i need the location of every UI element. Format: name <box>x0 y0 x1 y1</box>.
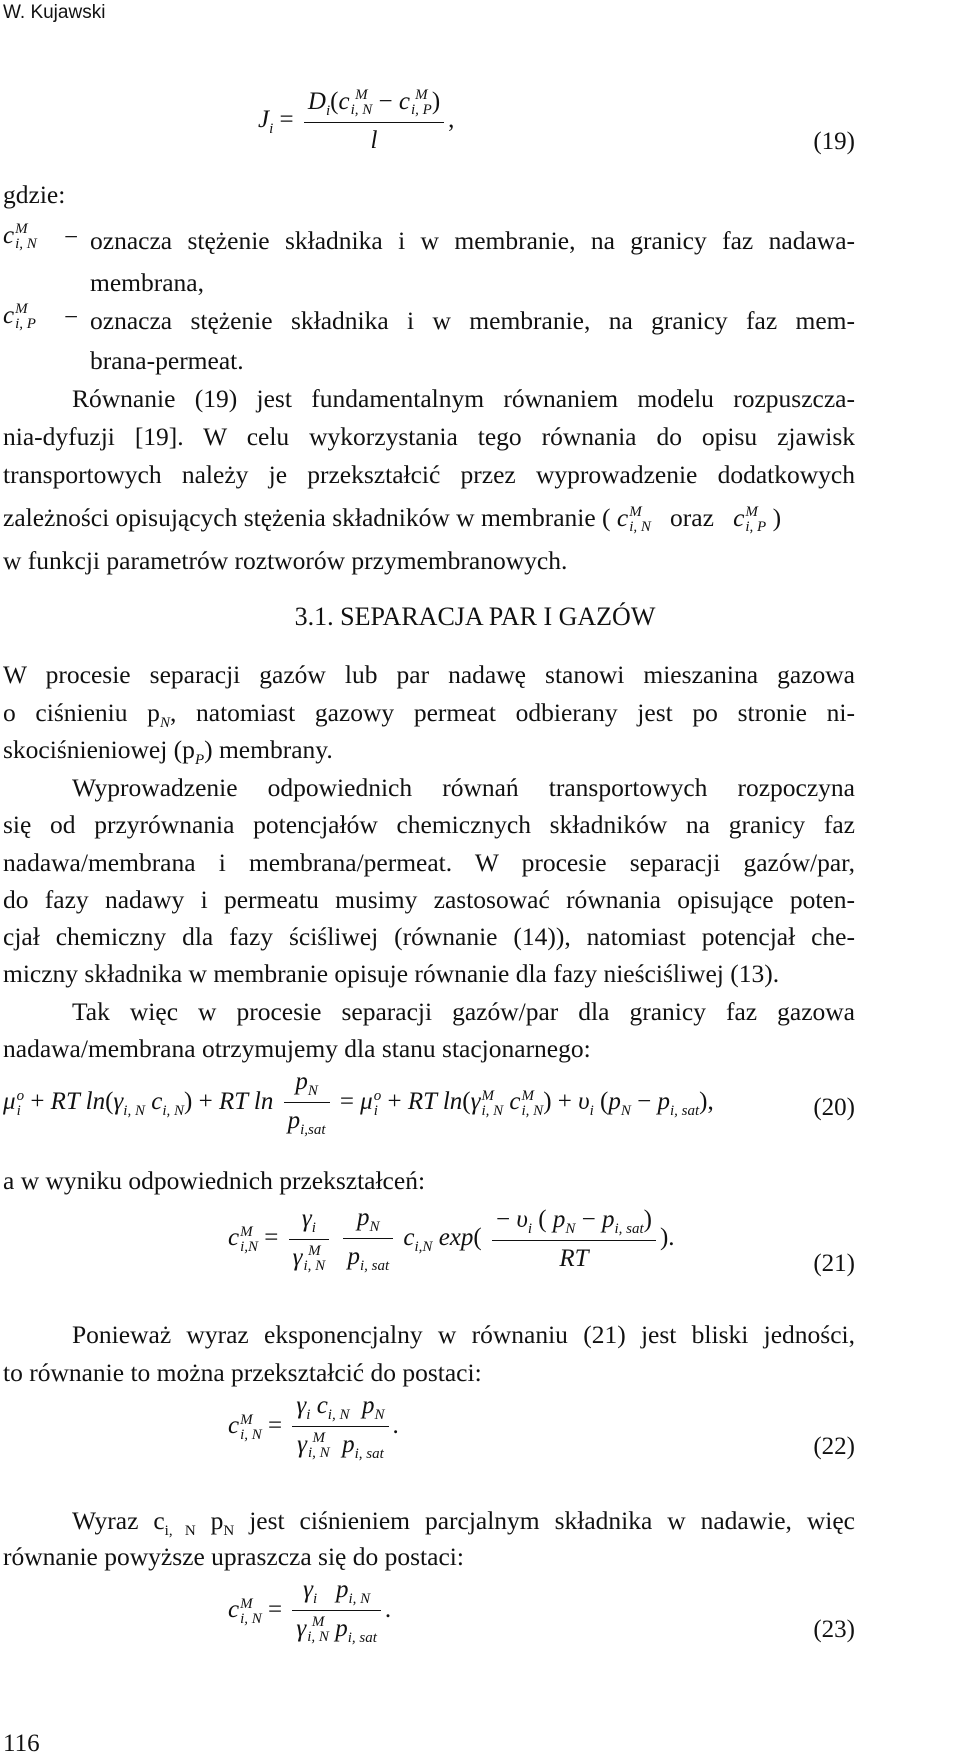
paragraph-1-line-2: nia-dyfuzji [19]. W celu wykorzystania tego równania do opisu zjawisk <box>3 422 855 451</box>
paragraph-4-line-1: Tak więc w procesie separacji gazów/par dla granicy faz gazowa <box>72 997 855 1026</box>
symbol-c-iP-inline: c M i, P <box>733 503 767 536</box>
paragraph-2-text: , natomiast gazowy permeat odbierany jest po stronie ni- <box>169 698 855 727</box>
paragraph-5-line-1: Ponieważ wyraz eksponencjalny w równaniu (21) jest bliski jedności, <box>72 1320 855 1349</box>
equation-19-number: (19) <box>813 128 855 155</box>
section-title: 3.1. SEPARACJA PAR I GAZÓW <box>294 602 656 631</box>
paragraph-6-text: jest ciśnieniem parcjalnym składnika w nadawie, więc <box>234 1506 855 1535</box>
paragraph-2-text: o ciśnieniu p <box>3 698 160 727</box>
paragraph-2-line-1: W procesie separacji gazów lub par nadawę stanowi mieszanina gazowa <box>3 660 855 689</box>
paragraph-4-line-2: nadawa/membrana otrzymujemy dla stanu stacjonarnego: <box>3 1034 591 1063</box>
symbol-c-iN-inline: c M i, N <box>616 503 651 536</box>
equation-23: c M i, N = $\gamma_i$ $p_{i, N}$ γ M i, N $p_{i, sat}$ . <box>228 1576 392 1646</box>
paragraph-3-line-3: nadawa/membrana i membrana/permeat. W procesie separacji gazów/par, <box>3 848 855 877</box>
paragraph-2-line-2: o ciśnieniu $p_N$, natomiast gazowy permeat odbierany jest po stronie ni- <box>3 698 855 732</box>
equation-21: c M i,N = $\gamma_i$ γ M i, N $\frac{p_N}{p_{i, sat}}$ $c_{i,N}$ exp( $\frac{- \upsilon_i ( p_N - p_{i, sat})}{RT}$ ). <box>228 1204 675 1275</box>
paragraph-3-line-2: się od przyrównania potencjałów chemicznych składników na granicy faz <box>3 810 855 839</box>
paragraph-1-line-1: Równanie (19) jest fundamentalnym równaniem modelu rozpuszcza- <box>72 384 855 413</box>
paragraph-2-line-3: skociśnieniowej $(p_P)$ membrany. <box>3 735 333 769</box>
paragraph-6-line-2: równanie powyższe upraszcza się do postaci: <box>3 1542 464 1571</box>
paragraph-3-line-1: Wyprowadzenie odpowiednich równań transportowych rozpoczyna <box>72 773 855 802</box>
definition-dash: − <box>64 224 79 251</box>
definition-dash: − <box>64 304 79 331</box>
equation-19: $J_i$ = $D_i(c$ M i, N − c M i, P ) l , <box>258 87 455 154</box>
paragraph-1-line-3: transportowych należy je przekształcić przez wyprowadzenie dodatkowych <box>3 460 855 489</box>
definition-2-cont: brana-permeat. <box>90 346 244 375</box>
paragraph-6-text: p <box>195 1506 224 1535</box>
running-header: W. Kujawski <box>3 2 106 23</box>
equation-20-number: (20) <box>813 1094 855 1121</box>
paragraph-1-line-5: w funkcji parametrów roztworów przymembranowych. <box>3 546 568 575</box>
symbol-c-iN: c M i, N <box>3 221 37 253</box>
paragraph-2-text: ) membrany. <box>204 735 333 764</box>
paragraph-2-text: skociśnieniowej (p <box>3 735 195 764</box>
paragraph-1-line-4 <box>3 503 855 535</box>
equation-23-number: (23) <box>813 1616 855 1643</box>
definition-1-text: oznacza stężenie składnika i w membranie, na granicy faz nadawa- <box>90 226 855 255</box>
symbol-c-iP: c M i, P <box>3 301 36 333</box>
definition-2-text: oznacza stężenie składnika i w membranie, na granicy faz mem- <box>90 306 855 335</box>
paragraph-3-line-4: do fazy nadawy i permeatu musimy zastosować równania opisujące poten- <box>3 885 855 914</box>
text-after-equation-20: a w wyniku odpowiednich przekształceń: <box>3 1166 426 1195</box>
definition-1-cont: membrana, <box>90 268 204 297</box>
paragraph-3-line-5: cjał chemiczny dla fazy ściśliwej (równanie (14)), natomiast potencjał che- <box>3 922 855 951</box>
page-number: 116 <box>3 1730 40 1757</box>
paragraph-6-text: Wyraz c <box>72 1506 165 1535</box>
paragraph-1-conj: oraz <box>670 503 714 532</box>
paragraph-3-line-6: miczny składnika w membranie opisuje równanie dla fazy nieściśliwej (13). <box>3 959 780 988</box>
equation-22-number: (22) <box>813 1433 855 1460</box>
paragraph-1-close: ) <box>772 503 782 532</box>
paragraph-1-text: zależności opisujących stężenia składników w membranie ( <box>3 503 611 532</box>
paragraph-5-line-2: to równanie to można przekształcić do postaci: <box>3 1358 482 1387</box>
equation-20: μ o i + RT $\ln(\gamma_{i, N}$ $c_{i, N}$) + RT ln $\frac{p_N}{p_{i,sat}}$ = μ o i + RT ln(γ M i, N c M i, N ) + $\upsilon_i$ $(p_N - p_{i, sat})$, <box>3 1068 714 1138</box>
paragraph-6-line-1: Wyraz $c_{i, N}$ $p_N$ jest ciśnieniem parcjalnym składnika w nadawie, więc <box>72 1506 855 1540</box>
where-label: gdzie: <box>3 180 66 209</box>
equation-22: c M i, N = $\gamma_i$ $c_{i, N}$ $p_N$ γ M i, N $p_{i, sat}$ . <box>228 1392 399 1462</box>
equation-21-number: (21) <box>813 1250 855 1277</box>
